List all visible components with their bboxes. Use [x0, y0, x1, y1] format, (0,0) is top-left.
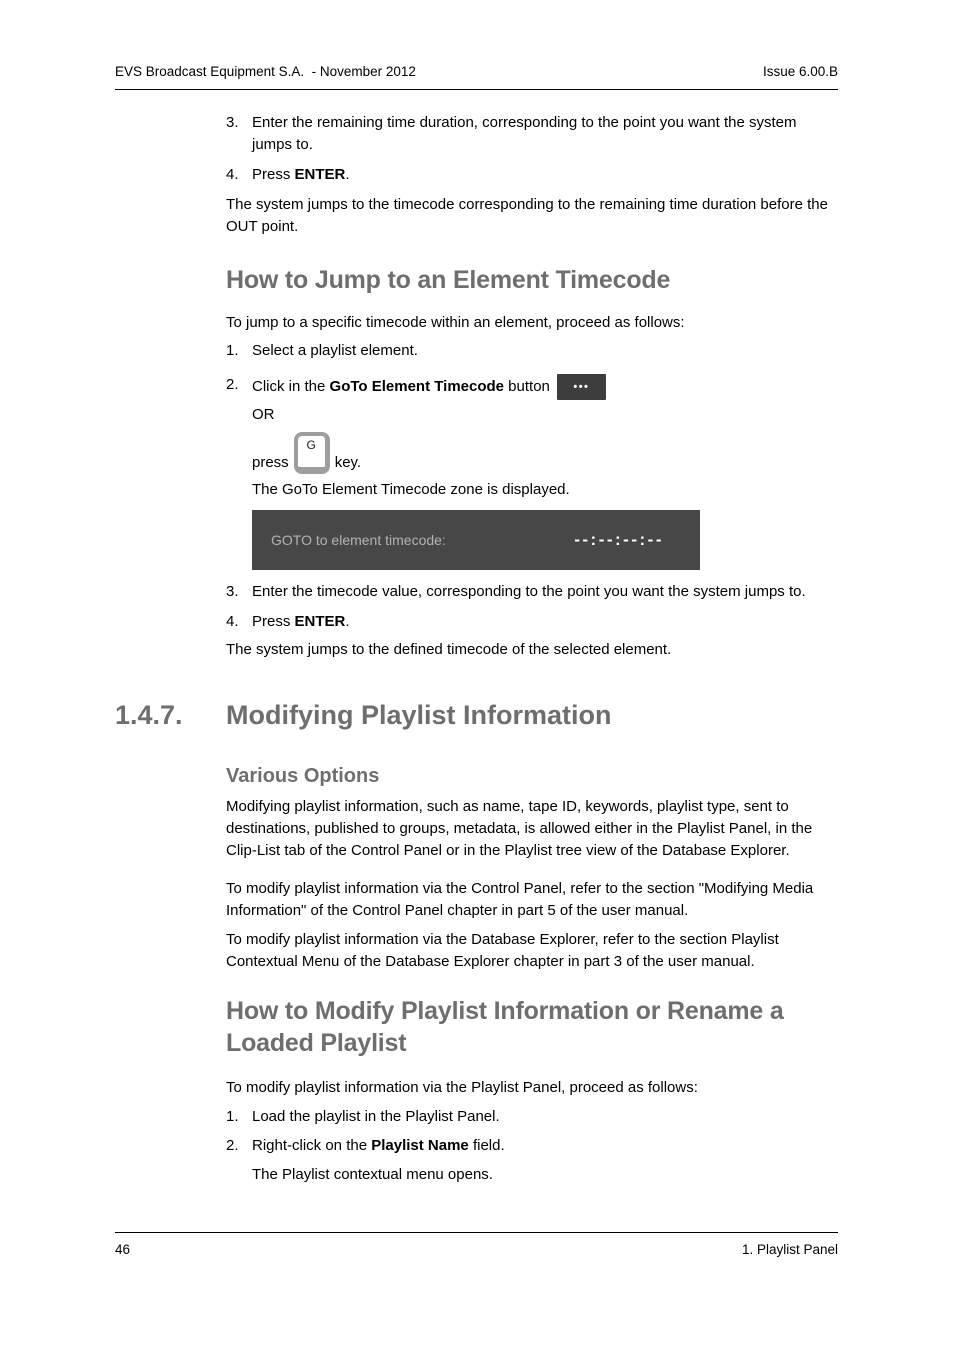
paragraph: The system jumps to the timecode corresponding to the remaining time duration before the OUT point. [226, 196, 828, 235]
g-key-letter: G [306, 438, 316, 452]
press-key-line [252, 432, 838, 474]
section-title: Modifying Playlist Information [226, 700, 612, 730]
list-item-text-pre: Press [252, 166, 295, 183]
list-item-text-pre: Press [252, 613, 295, 630]
footer-page-number: 46 [115, 1242, 131, 1257]
list-item-text-bold: ENTER [294, 166, 346, 183]
list-item-text [252, 164, 838, 186]
list-item [115, 1135, 838, 1157]
list-item-number: 2. [226, 1137, 239, 1154]
subsection-title-various-options: Various Options [226, 765, 380, 787]
list-item-text-pre: Right-click on the [252, 1137, 372, 1154]
section-heading [115, 699, 838, 732]
list-item-text-bold: ENTER [294, 613, 346, 630]
zone-displayed-text: The GoTo Element Timecode zone is displayed. [252, 481, 570, 498]
list-item [115, 1106, 838, 1128]
header-issue-text: Issue 6.00.B [762, 64, 838, 79]
paragraph: Modifying playlist information, such as name, tape ID, keywords, playlist type, sent to destinations, published to groups, metadata, is allowed either in the Playlist Panel, in the Clip-List tab of the Control Panel or in the Playlist tree view of the Database Explorer. [226, 798, 813, 859]
list-item-text-post: button [504, 377, 550, 395]
goto-element-timecode-button [557, 374, 606, 400]
paragraph: The system jumps to the defined timecode of the selected element. [226, 641, 672, 658]
list-item [115, 112, 838, 156]
list-item-text-bold: GoTo Element Timecode [329, 377, 505, 395]
list-item [115, 581, 838, 603]
list-item-text-bold: Playlist Name [371, 1137, 469, 1154]
list-item-number: 3. [226, 583, 239, 600]
page-content [115, 108, 838, 1186]
list-item-text [252, 611, 838, 633]
header-left-text: EVS Broadcast Equipment S.A. - November 2012 [115, 64, 416, 79]
key-text: key. [334, 454, 362, 471]
list-item-text [252, 374, 838, 400]
paragraph: To jump to a specific timecode within an element, proceed as follows: [226, 314, 685, 331]
paragraph: To modify playlist information via the Database Explorer, refer to the section Playlist Contextual Menu of the Database Explorer chapter in part 3 of the user manual. [226, 931, 779, 970]
list-item-number: 4. [226, 166, 239, 183]
list-item [115, 374, 838, 400]
list-item [115, 340, 838, 362]
or-separator: OR [252, 406, 275, 423]
page-footer [115, 1232, 838, 1258]
ellipsis-dots-icon: ••• [573, 381, 590, 393]
list-item-text: Select a playlist element. [252, 342, 418, 359]
paragraph: To modify playlist information via the Control Panel, refer to the section "Modifying Media Information" of the Control Panel chapter in part 5 of the user manual. [226, 880, 814, 919]
list-item-number: 3. [226, 114, 239, 131]
subsection-title-modify-playlist: How to Modify Playlist Information or Rename a Loaded Playlist [226, 997, 784, 1057]
goto-zone-label: GOTO to element timecode: [271, 532, 446, 548]
press-text: press [252, 454, 289, 471]
subsection-title-jump-element: How to Jump to an Element Timecode [226, 266, 671, 294]
list-item [115, 164, 838, 186]
section-number: 1.4.7. [115, 700, 183, 730]
step-result-text: The Playlist contextual menu opens. [252, 1166, 493, 1183]
footer-section-text: 1. Playlist Panel [741, 1242, 838, 1257]
goto-timecode-zone [252, 510, 700, 570]
list-item-number: 1. [226, 342, 239, 359]
g-key-icon [294, 432, 330, 474]
list-item [115, 611, 838, 633]
list-item-number: 4. [226, 613, 239, 630]
list-item-text: Load the playlist in the Playlist Panel. [252, 1108, 500, 1125]
page-header [115, 63, 838, 90]
list-item-number: 1. [226, 1108, 239, 1125]
list-item-text: Enter the remaining time duration, corresponding to the point you want the system jumps to. [252, 114, 797, 153]
list-item-text-post: . [345, 166, 350, 183]
list-item-number: 2. [226, 376, 239, 393]
list-item-text-post: . [345, 613, 350, 630]
goto-timecode-value: --:--:--:-- [574, 530, 664, 549]
list-item-text: Enter the timecode value, corresponding to the point you want the system jumps to. [252, 583, 806, 600]
list-item-text-post: field. [468, 1137, 505, 1154]
paragraph: To modify playlist information via the Playlist Panel, proceed as follows: [226, 1079, 698, 1096]
list-item-text [252, 1135, 838, 1157]
list-item-text-pre: Click in the [252, 377, 330, 395]
